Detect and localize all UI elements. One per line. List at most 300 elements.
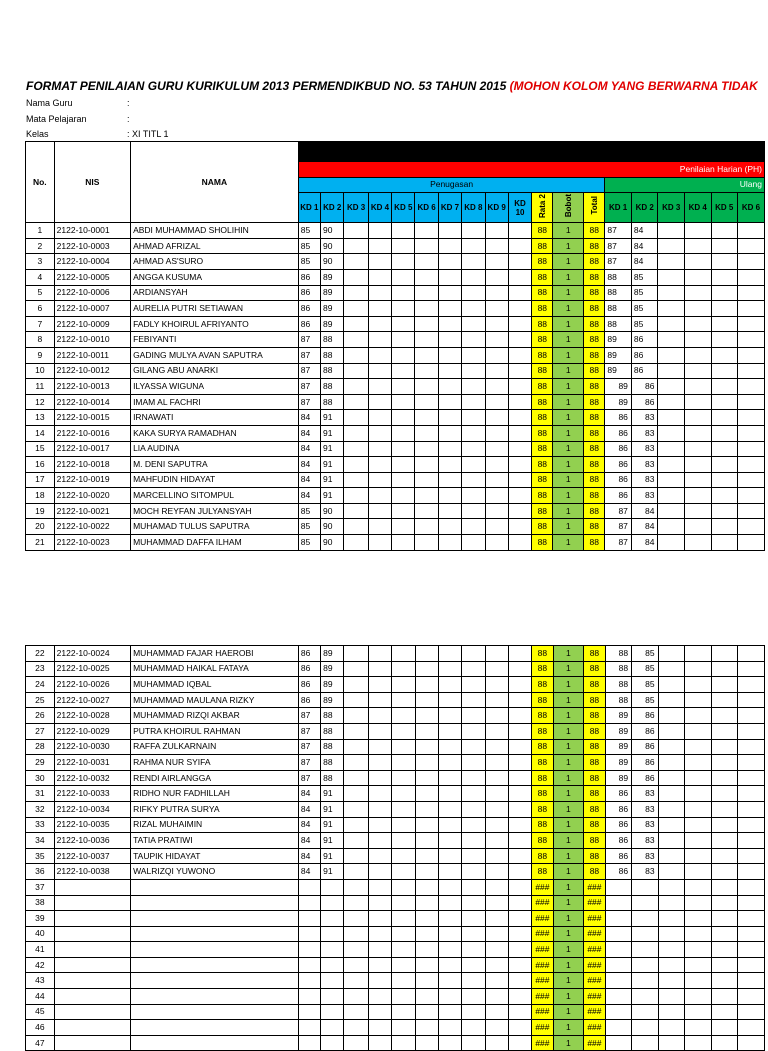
row-kd8[interactable] bbox=[462, 410, 485, 426]
row-kd7[interactable] bbox=[438, 833, 461, 849]
row-ulangan-kd4[interactable] bbox=[685, 942, 712, 958]
row-kd5[interactable] bbox=[392, 911, 415, 927]
row-ulangan-kd1[interactable]: 87 bbox=[605, 535, 632, 551]
row-kd8[interactable] bbox=[462, 755, 485, 771]
row-kd1[interactable]: 85 bbox=[298, 254, 320, 270]
row-kd6[interactable] bbox=[415, 770, 438, 786]
row-kd8[interactable] bbox=[462, 1004, 485, 1020]
row-kd3[interactable] bbox=[344, 661, 368, 677]
row-ulangan-kd6[interactable] bbox=[738, 817, 765, 833]
row-no[interactable]: 18 bbox=[26, 488, 55, 504]
row-kd1[interactable]: 85 bbox=[298, 503, 320, 519]
row-kd4[interactable] bbox=[368, 519, 391, 535]
row-nis[interactable]: 2122-10-0009 bbox=[54, 316, 130, 332]
row-no[interactable]: 34 bbox=[26, 833, 55, 849]
row-kd10[interactable] bbox=[508, 864, 531, 880]
row-ulangan-kd4[interactable] bbox=[685, 692, 712, 708]
row-ulangan-kd3[interactable] bbox=[658, 723, 685, 739]
row-nama[interactable]: RENDI AIRLANGGA bbox=[131, 770, 299, 786]
row-kd5[interactable] bbox=[392, 332, 415, 348]
row-kd3[interactable] bbox=[344, 347, 368, 363]
row-kd9[interactable] bbox=[485, 957, 508, 973]
row-kd9[interactable] bbox=[485, 833, 508, 849]
row-ulangan-kd2[interactable] bbox=[632, 1020, 659, 1036]
row-kd5[interactable] bbox=[392, 677, 415, 693]
row-kd2[interactable]: 88 bbox=[321, 723, 344, 739]
row-ulangan-kd2[interactable]: 83 bbox=[632, 801, 659, 817]
row-kd10[interactable] bbox=[508, 879, 531, 895]
row-kd4[interactable] bbox=[368, 394, 391, 410]
row-kd5[interactable] bbox=[392, 879, 415, 895]
row-ulangan-kd4[interactable] bbox=[685, 739, 712, 755]
row-kd7[interactable] bbox=[438, 379, 461, 395]
row-kd4[interactable] bbox=[368, 301, 391, 317]
row-ulangan-kd6[interactable] bbox=[738, 410, 765, 426]
row-ulangan-kd5[interactable] bbox=[711, 817, 738, 833]
row-kd8[interactable] bbox=[462, 363, 485, 379]
row-nama[interactable] bbox=[131, 1020, 299, 1036]
row-kd7[interactable] bbox=[438, 848, 461, 864]
row-ulangan-kd3[interactable] bbox=[658, 911, 685, 927]
row-no[interactable]: 6 bbox=[26, 301, 55, 317]
row-nama[interactable]: TAUPIK HIDAYAT bbox=[131, 848, 299, 864]
row-kd1[interactable]: 84 bbox=[298, 848, 320, 864]
row-ulangan-kd3[interactable] bbox=[658, 973, 685, 989]
row-kd9[interactable] bbox=[485, 347, 508, 363]
row-kd10[interactable] bbox=[508, 347, 531, 363]
row-no[interactable]: 21 bbox=[26, 535, 55, 551]
row-kd3[interactable] bbox=[344, 942, 368, 958]
row-kd4[interactable] bbox=[368, 1004, 391, 1020]
row-kd9[interactable] bbox=[485, 770, 508, 786]
row-ulangan-kd2[interactable] bbox=[632, 1004, 659, 1020]
row-kd9[interactable] bbox=[485, 755, 508, 771]
row-nis[interactable]: 2122-10-0027 bbox=[54, 692, 130, 708]
row-kd1[interactable] bbox=[298, 989, 320, 1005]
row-kd6[interactable] bbox=[415, 801, 438, 817]
row-ulangan-kd5[interactable] bbox=[711, 677, 738, 693]
row-ulangan-kd5[interactable] bbox=[711, 457, 738, 473]
row-kd3[interactable] bbox=[344, 223, 368, 239]
row-kd10[interactable] bbox=[508, 646, 531, 662]
row-kd4[interactable] bbox=[368, 379, 391, 395]
row-ulangan-kd2[interactable]: 83 bbox=[631, 425, 658, 441]
row-kd3[interactable] bbox=[344, 895, 368, 911]
row-kd3[interactable] bbox=[344, 723, 368, 739]
row-kd7[interactable] bbox=[438, 801, 461, 817]
row-kd7[interactable] bbox=[438, 755, 461, 771]
row-kd6[interactable] bbox=[415, 848, 438, 864]
row-kd2[interactable]: 88 bbox=[321, 347, 344, 363]
row-kd5[interactable] bbox=[392, 801, 415, 817]
row-ulangan-kd1[interactable]: 87 bbox=[605, 238, 632, 254]
row-kd9[interactable] bbox=[485, 1020, 508, 1036]
row-kd7[interactable] bbox=[438, 347, 461, 363]
row-ulangan-kd5[interactable] bbox=[711, 535, 738, 551]
row-no[interactable]: 37 bbox=[26, 879, 55, 895]
row-ulangan-kd4[interactable] bbox=[684, 394, 711, 410]
row-no[interactable]: 36 bbox=[26, 864, 55, 880]
row-kd2[interactable]: 91 bbox=[321, 833, 344, 849]
row-kd6[interactable] bbox=[415, 957, 438, 973]
row-ulangan-kd1[interactable] bbox=[605, 973, 632, 989]
row-ulangan-kd6[interactable] bbox=[738, 269, 765, 285]
row-ulangan-kd5[interactable] bbox=[711, 708, 738, 724]
row-kd1[interactable]: 87 bbox=[298, 755, 320, 771]
row-ulangan-kd6[interactable] bbox=[738, 254, 765, 270]
row-ulangan-kd4[interactable] bbox=[684, 301, 711, 317]
row-ulangan-kd1[interactable] bbox=[605, 989, 632, 1005]
row-kd1[interactable]: 84 bbox=[298, 441, 320, 457]
row-ulangan-kd1[interactable] bbox=[605, 1035, 632, 1051]
row-nama[interactable] bbox=[131, 895, 299, 911]
row-kd7[interactable] bbox=[438, 254, 461, 270]
row-kd7[interactable] bbox=[438, 488, 461, 504]
row-kd7[interactable] bbox=[438, 535, 461, 551]
row-ulangan-kd4[interactable] bbox=[685, 864, 712, 880]
row-nama[interactable] bbox=[131, 1035, 299, 1051]
row-kd10[interactable] bbox=[508, 973, 531, 989]
row-kd9[interactable] bbox=[485, 942, 508, 958]
row-ulangan-kd6[interactable] bbox=[738, 801, 765, 817]
row-ulangan-kd4[interactable] bbox=[684, 457, 711, 473]
row-kd6[interactable] bbox=[415, 269, 438, 285]
row-kd10[interactable] bbox=[508, 708, 531, 724]
row-ulangan-kd6[interactable] bbox=[738, 301, 765, 317]
row-nama[interactable]: AHMAD AFRIZAL bbox=[131, 238, 299, 254]
row-ulangan-kd1[interactable]: 86 bbox=[605, 410, 632, 426]
row-ulangan-kd1[interactable]: 86 bbox=[605, 786, 632, 802]
row-kd7[interactable] bbox=[438, 864, 461, 880]
row-kd8[interactable] bbox=[462, 708, 485, 724]
row-ulangan-kd6[interactable] bbox=[738, 379, 765, 395]
row-nama[interactable]: RIDHO NUR FADHILLAH bbox=[131, 786, 299, 802]
row-ulangan-kd2[interactable]: 85 bbox=[631, 269, 658, 285]
row-kd9[interactable] bbox=[485, 677, 508, 693]
row-kd2[interactable] bbox=[321, 926, 344, 942]
row-kd1[interactable] bbox=[298, 1020, 320, 1036]
row-ulangan-kd4[interactable] bbox=[685, 879, 712, 895]
row-nama[interactable]: GILANG ABU ANARKI bbox=[131, 363, 299, 379]
row-no[interactable]: 1 bbox=[26, 223, 55, 239]
row-ulangan-kd4[interactable] bbox=[684, 254, 711, 270]
row-kd1[interactable]: 86 bbox=[298, 269, 320, 285]
row-ulangan-kd1[interactable]: 86 bbox=[605, 425, 632, 441]
row-ulangan-kd5[interactable] bbox=[711, 363, 738, 379]
row-ulangan-kd5[interactable] bbox=[711, 864, 738, 880]
row-ulangan-kd6[interactable] bbox=[738, 879, 765, 895]
row-no[interactable]: 46 bbox=[26, 1020, 55, 1036]
row-ulangan-kd1[interactable] bbox=[605, 957, 632, 973]
row-kd2[interactable]: 89 bbox=[321, 646, 344, 662]
row-kd9[interactable] bbox=[485, 285, 508, 301]
row-ulangan-kd2[interactable] bbox=[632, 942, 659, 958]
row-kd3[interactable] bbox=[344, 677, 368, 693]
row-nama[interactable] bbox=[131, 879, 299, 895]
row-kd5[interactable] bbox=[392, 472, 415, 488]
row-ulangan-kd3[interactable] bbox=[658, 692, 685, 708]
row-kd5[interactable] bbox=[392, 223, 415, 239]
row-kd2[interactable] bbox=[321, 895, 344, 911]
row-kd6[interactable] bbox=[415, 973, 438, 989]
row-ulangan-kd4[interactable] bbox=[684, 238, 711, 254]
row-no[interactable]: 23 bbox=[26, 661, 55, 677]
row-kd3[interactable] bbox=[344, 1020, 368, 1036]
row-kd4[interactable] bbox=[368, 457, 391, 473]
row-ulangan-kd1[interactable]: 86 bbox=[605, 441, 632, 457]
row-ulangan-kd3[interactable] bbox=[658, 942, 685, 958]
row-kd6[interactable] bbox=[415, 911, 438, 927]
row-kd10[interactable] bbox=[508, 535, 531, 551]
row-nis[interactable]: 2122-10-0012 bbox=[54, 363, 130, 379]
row-kd1[interactable] bbox=[298, 926, 320, 942]
row-kd4[interactable] bbox=[368, 973, 391, 989]
row-nama[interactable]: MUHAMMAD FAJAR HAEROBI bbox=[131, 646, 299, 662]
row-kd3[interactable] bbox=[344, 238, 368, 254]
row-nis[interactable]: 2122-10-0032 bbox=[54, 770, 130, 786]
row-ulangan-kd3[interactable] bbox=[658, 535, 685, 551]
row-kd9[interactable] bbox=[485, 989, 508, 1005]
row-nama[interactable]: AURELIA PUTRI SETIAWAN bbox=[131, 301, 299, 317]
row-kd2[interactable]: 88 bbox=[321, 755, 344, 771]
row-ulangan-kd3[interactable] bbox=[658, 708, 685, 724]
row-nama[interactable]: IMAM AL FACHRI bbox=[131, 394, 299, 410]
row-ulangan-kd2[interactable]: 83 bbox=[632, 848, 659, 864]
row-nama[interactable] bbox=[131, 911, 299, 927]
row-kd6[interactable] bbox=[415, 363, 438, 379]
row-nama[interactable]: AHMAD AS'SURO bbox=[131, 254, 299, 270]
row-kd3[interactable] bbox=[344, 989, 368, 1005]
row-kd10[interactable] bbox=[508, 223, 531, 239]
row-kd8[interactable] bbox=[462, 942, 485, 958]
row-no[interactable]: 15 bbox=[26, 441, 55, 457]
row-nis[interactable] bbox=[54, 957, 130, 973]
row-kd1[interactable]: 84 bbox=[298, 457, 320, 473]
row-kd2[interactable] bbox=[321, 989, 344, 1005]
row-kd2[interactable]: 91 bbox=[321, 457, 344, 473]
row-kd1[interactable]: 84 bbox=[298, 817, 320, 833]
row-ulangan-kd5[interactable] bbox=[711, 786, 738, 802]
row-ulangan-kd4[interactable] bbox=[684, 535, 711, 551]
row-no[interactable]: 5 bbox=[26, 285, 55, 301]
row-kd1[interactable] bbox=[298, 895, 320, 911]
row-kd4[interactable] bbox=[368, 661, 391, 677]
row-kd10[interactable] bbox=[508, 801, 531, 817]
row-kd7[interactable] bbox=[438, 692, 461, 708]
row-kd6[interactable] bbox=[415, 441, 438, 457]
row-kd3[interactable] bbox=[344, 301, 368, 317]
row-kd9[interactable] bbox=[485, 895, 508, 911]
row-nama[interactable] bbox=[131, 989, 299, 1005]
row-kd6[interactable] bbox=[415, 285, 438, 301]
row-ulangan-kd3[interactable] bbox=[658, 363, 685, 379]
row-kd9[interactable] bbox=[485, 425, 508, 441]
row-kd9[interactable] bbox=[485, 661, 508, 677]
row-kd4[interactable] bbox=[368, 786, 391, 802]
row-ulangan-kd6[interactable] bbox=[738, 755, 765, 771]
row-ulangan-kd5[interactable] bbox=[711, 739, 738, 755]
row-nama[interactable]: MUHAMMAD MAULANA RIZKY bbox=[131, 692, 299, 708]
row-ulangan-kd6[interactable] bbox=[738, 238, 765, 254]
row-kd5[interactable] bbox=[392, 269, 415, 285]
row-ulangan-kd1[interactable] bbox=[605, 895, 632, 911]
row-nama[interactable]: LIA AUDINA bbox=[131, 441, 299, 457]
row-kd9[interactable] bbox=[485, 379, 508, 395]
row-kd5[interactable] bbox=[392, 457, 415, 473]
row-ulangan-kd6[interactable] bbox=[738, 786, 765, 802]
row-kd10[interactable] bbox=[508, 410, 531, 426]
row-ulangan-kd3[interactable] bbox=[658, 301, 685, 317]
row-kd4[interactable] bbox=[368, 410, 391, 426]
row-nama[interactable] bbox=[131, 957, 299, 973]
row-kd5[interactable] bbox=[392, 379, 415, 395]
row-ulangan-kd1[interactable]: 86 bbox=[605, 457, 632, 473]
row-ulangan-kd5[interactable] bbox=[711, 801, 738, 817]
row-kd7[interactable] bbox=[438, 942, 461, 958]
row-kd1[interactable]: 84 bbox=[298, 488, 320, 504]
row-kd6[interactable] bbox=[415, 692, 438, 708]
row-kd2[interactable] bbox=[321, 1004, 344, 1020]
row-nis[interactable] bbox=[54, 926, 130, 942]
row-kd10[interactable] bbox=[508, 848, 531, 864]
row-nis[interactable] bbox=[54, 1035, 130, 1051]
row-nis[interactable] bbox=[54, 879, 130, 895]
row-ulangan-kd6[interactable] bbox=[738, 488, 765, 504]
row-ulangan-kd2[interactable]: 84 bbox=[631, 535, 658, 551]
row-kd3[interactable] bbox=[344, 1035, 368, 1051]
row-ulangan-kd4[interactable] bbox=[685, 817, 712, 833]
row-ulangan-kd1[interactable]: 86 bbox=[605, 864, 632, 880]
row-ulangan-kd3[interactable] bbox=[658, 755, 685, 771]
row-ulangan-kd2[interactable] bbox=[632, 911, 659, 927]
row-nis[interactable]: 2122-10-0006 bbox=[54, 285, 130, 301]
row-no[interactable]: 30 bbox=[26, 770, 55, 786]
row-nama[interactable]: ILYASSA WIGUNA bbox=[131, 379, 299, 395]
row-kd6[interactable] bbox=[415, 1004, 438, 1020]
row-no[interactable]: 8 bbox=[26, 332, 55, 348]
row-ulangan-kd6[interactable] bbox=[738, 895, 765, 911]
row-kd5[interactable] bbox=[392, 755, 415, 771]
row-kd10[interactable] bbox=[508, 895, 531, 911]
row-ulangan-kd4[interactable] bbox=[684, 519, 711, 535]
row-kd2[interactable]: 91 bbox=[321, 817, 344, 833]
row-kd8[interactable] bbox=[462, 1035, 485, 1051]
row-kd6[interactable] bbox=[415, 254, 438, 270]
row-kd5[interactable] bbox=[392, 957, 415, 973]
row-kd10[interactable] bbox=[508, 363, 531, 379]
row-ulangan-kd1[interactable]: 89 bbox=[605, 770, 632, 786]
row-ulangan-kd3[interactable] bbox=[658, 425, 685, 441]
row-no[interactable]: 32 bbox=[26, 801, 55, 817]
row-kd1[interactable]: 86 bbox=[298, 692, 320, 708]
row-ulangan-kd1[interactable]: 88 bbox=[605, 269, 632, 285]
row-kd4[interactable] bbox=[368, 472, 391, 488]
row-ulangan-kd3[interactable] bbox=[658, 379, 685, 395]
row-kd3[interactable] bbox=[344, 535, 368, 551]
row-kd5[interactable] bbox=[392, 739, 415, 755]
row-kd4[interactable] bbox=[368, 770, 391, 786]
row-ulangan-kd6[interactable] bbox=[738, 285, 765, 301]
row-nis[interactable]: 2122-10-0005 bbox=[54, 269, 130, 285]
row-kd6[interactable] bbox=[415, 223, 438, 239]
row-kd2[interactable]: 91 bbox=[321, 801, 344, 817]
row-kd7[interactable] bbox=[438, 223, 461, 239]
row-ulangan-kd3[interactable] bbox=[658, 223, 685, 239]
row-ulangan-kd1[interactable]: 88 bbox=[605, 646, 632, 662]
row-ulangan-kd3[interactable] bbox=[658, 394, 685, 410]
row-kd8[interactable] bbox=[462, 770, 485, 786]
row-kd2[interactable]: 90 bbox=[321, 254, 344, 270]
row-ulangan-kd2[interactable]: 83 bbox=[632, 833, 659, 849]
row-kd10[interactable] bbox=[508, 519, 531, 535]
row-kd6[interactable] bbox=[415, 864, 438, 880]
row-kd7[interactable] bbox=[438, 661, 461, 677]
row-ulangan-kd5[interactable] bbox=[711, 488, 738, 504]
row-ulangan-kd2[interactable]: 85 bbox=[631, 316, 658, 332]
row-nis[interactable]: 2122-10-0038 bbox=[54, 864, 130, 880]
row-nis[interactable] bbox=[54, 973, 130, 989]
row-ulangan-kd4[interactable] bbox=[684, 363, 711, 379]
row-ulangan-kd6[interactable] bbox=[738, 457, 765, 473]
row-kd10[interactable] bbox=[508, 254, 531, 270]
row-kd2[interactable] bbox=[321, 973, 344, 989]
row-ulangan-kd2[interactable]: 84 bbox=[631, 223, 658, 239]
row-kd6[interactable] bbox=[415, 488, 438, 504]
row-kd10[interactable] bbox=[508, 488, 531, 504]
row-kd5[interactable] bbox=[392, 833, 415, 849]
row-ulangan-kd6[interactable] bbox=[738, 425, 765, 441]
row-kd10[interactable] bbox=[508, 942, 531, 958]
row-ulangan-kd4[interactable] bbox=[684, 410, 711, 426]
row-ulangan-kd3[interactable] bbox=[658, 786, 685, 802]
row-kd4[interactable] bbox=[368, 425, 391, 441]
row-kd9[interactable] bbox=[485, 879, 508, 895]
row-kd3[interactable] bbox=[344, 801, 368, 817]
row-ulangan-kd3[interactable] bbox=[658, 770, 685, 786]
row-ulangan-kd3[interactable] bbox=[658, 801, 685, 817]
row-kd6[interactable] bbox=[415, 301, 438, 317]
row-nama[interactable]: RAFFA ZULKARNAIN bbox=[131, 739, 299, 755]
row-kd1[interactable]: 87 bbox=[298, 332, 320, 348]
row-kd5[interactable] bbox=[392, 973, 415, 989]
row-kd9[interactable] bbox=[485, 254, 508, 270]
row-ulangan-kd1[interactable]: 88 bbox=[605, 285, 632, 301]
row-ulangan-kd5[interactable] bbox=[711, 911, 738, 927]
row-ulangan-kd5[interactable] bbox=[711, 661, 738, 677]
row-kd5[interactable] bbox=[392, 723, 415, 739]
row-kd7[interactable] bbox=[438, 332, 461, 348]
row-ulangan-kd4[interactable] bbox=[685, 1004, 712, 1020]
row-ulangan-kd2[interactable]: 86 bbox=[632, 770, 659, 786]
row-ulangan-kd6[interactable] bbox=[738, 848, 765, 864]
row-ulangan-kd1[interactable]: 86 bbox=[605, 848, 632, 864]
row-kd8[interactable] bbox=[462, 879, 485, 895]
row-ulangan-kd6[interactable] bbox=[738, 833, 765, 849]
row-kd6[interactable] bbox=[415, 394, 438, 410]
row-ulangan-kd2[interactable]: 83 bbox=[631, 441, 658, 457]
row-kd9[interactable] bbox=[485, 457, 508, 473]
row-nama[interactable] bbox=[131, 1004, 299, 1020]
row-no[interactable]: 12 bbox=[26, 394, 55, 410]
row-kd4[interactable] bbox=[368, 441, 391, 457]
row-ulangan-kd1[interactable]: 87 bbox=[605, 254, 632, 270]
row-kd9[interactable] bbox=[485, 926, 508, 942]
row-ulangan-kd2[interactable] bbox=[632, 989, 659, 1005]
row-nama[interactable]: MAHFUDIN HIDAYAT bbox=[131, 472, 299, 488]
row-nis[interactable]: 2122-10-0013 bbox=[54, 379, 130, 395]
row-kd5[interactable] bbox=[392, 394, 415, 410]
row-kd3[interactable] bbox=[344, 379, 368, 395]
